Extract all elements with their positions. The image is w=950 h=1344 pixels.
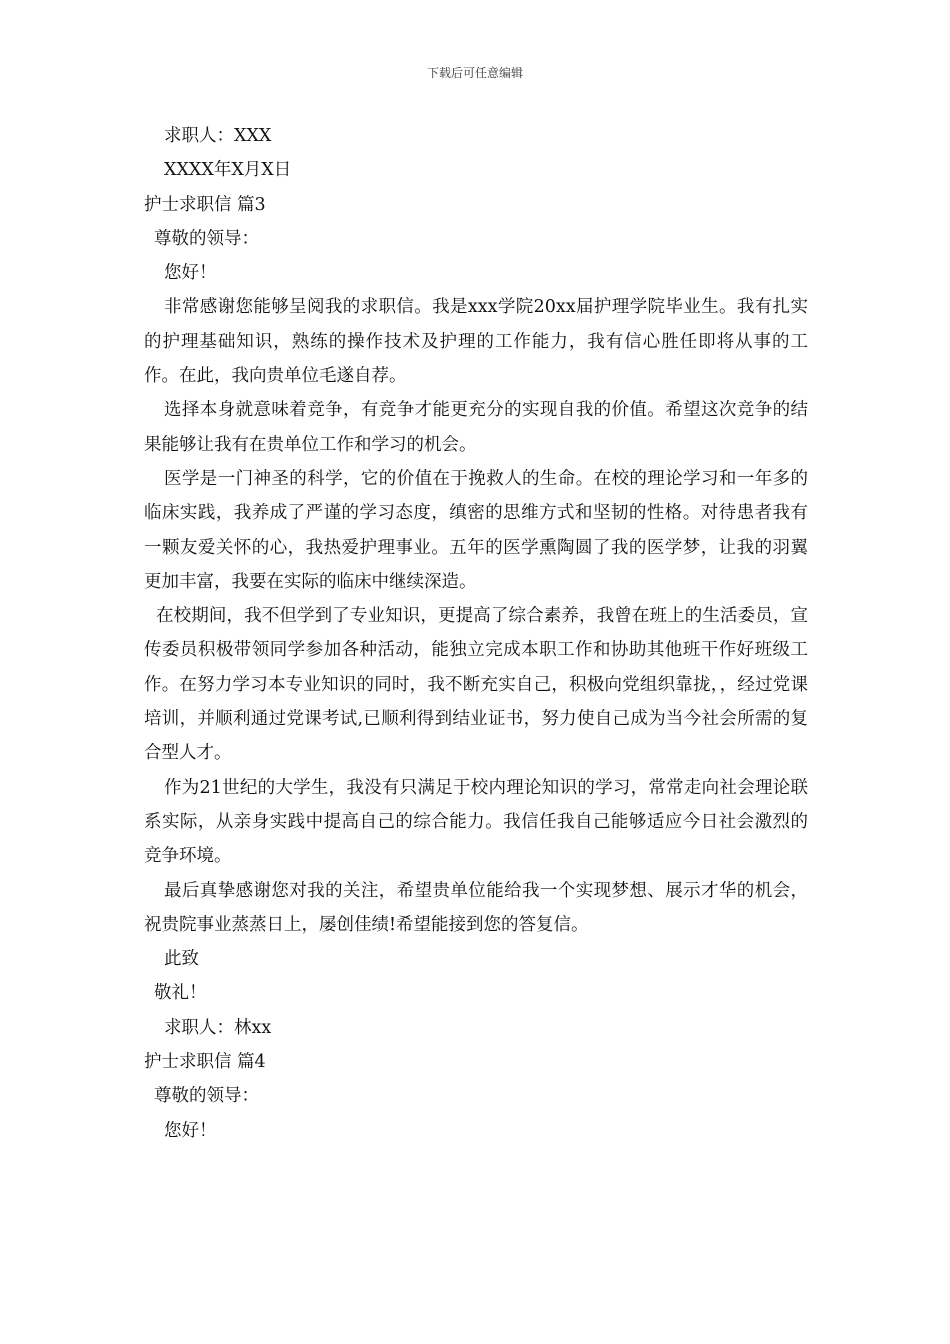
greeting-line-4: 尊敬的领导： — [154, 1086, 259, 1107]
paragraph-5: 作为21世纪的大学生，我没有只满足于校内理论知识的学习，常常走向社会理论联系实际，从亲身实践中提高自己的综合能力。我信任我自己能够适应今日社会激烈的竞争环境。 — [144, 777, 808, 867]
page-header: 下载后可任意编辑 — [426, 66, 523, 80]
paragraph-4: 在校期间，我不但学到了专业知识，更提高了综合素养，我曾在班上的生活委员，宣传委员积极带领同学参加各种活动，能独立完成本职工作和协助其他班干作好班级工作。在努力学习本专业知识的同时，我不断充实自己，积极向党组织靠拢，，经过党课培训，并顺利通过党课考试,已顺利得到结业证书，努力使自己成为当今社会所需的复合型人才。 — [144, 606, 808, 764]
date-line: XXXX年X月X日 — [164, 160, 292, 181]
paragraph-1: 非常感谢您能够呈阅我的求职信。我是xxx学院20xx届护理学院毕业生。我有扎实的护理基础知识，熟练的操作技术及护理的工作能力，我有信心胜任即将从事的工作。在此，我向贵单位毛遂自荐。 — [144, 297, 808, 387]
paragraph-3: 医学是一门神圣的科学，它的价值在于挽救人的生命。在校的理论学习和一年多的临床实践，我养成了严谨的学习态度，缜密的思维方式和坚韧的性格。对待患者我有一颗友爱关怀的心，我热爱护理事业。五年的医学熏陶圆了我的医学梦，让我的羽翼更加丰富，我要在实际的临床中继续深造。 — [144, 468, 808, 592]
hello-line: 您好！ — [164, 263, 217, 284]
hello-line-4: 您好！ — [164, 1120, 217, 1141]
section-title-3: 护士求职信 篇3 — [144, 194, 266, 215]
applicant-signature: 求职人：林xx — [164, 1017, 272, 1038]
document-body — [144, 119, 808, 1148]
paragraph-2: 选择本身就意味着竞争，有竞争才能更充分的实现自我的价值。希望这次竞争的结果能够让我有在贵单位工作和学习的机会。 — [144, 400, 808, 455]
section-title-4: 护士求职信 篇4 — [144, 1052, 266, 1073]
paragraph-6: 最后真挚感谢您对我的关注，希望贵单位能给我一个实现梦想、展示才华的机会，祝贵院事业蒸蒸日上，屡创佳绩!希望能接到您的答复信。 — [144, 880, 808, 935]
closing-line-1: 此致 — [164, 949, 199, 970]
applicant-line: 求职人：XXX — [164, 126, 272, 146]
greeting-line: 尊敬的领导： — [154, 228, 259, 249]
closing-line-2: 敬礼！ — [154, 983, 207, 1004]
